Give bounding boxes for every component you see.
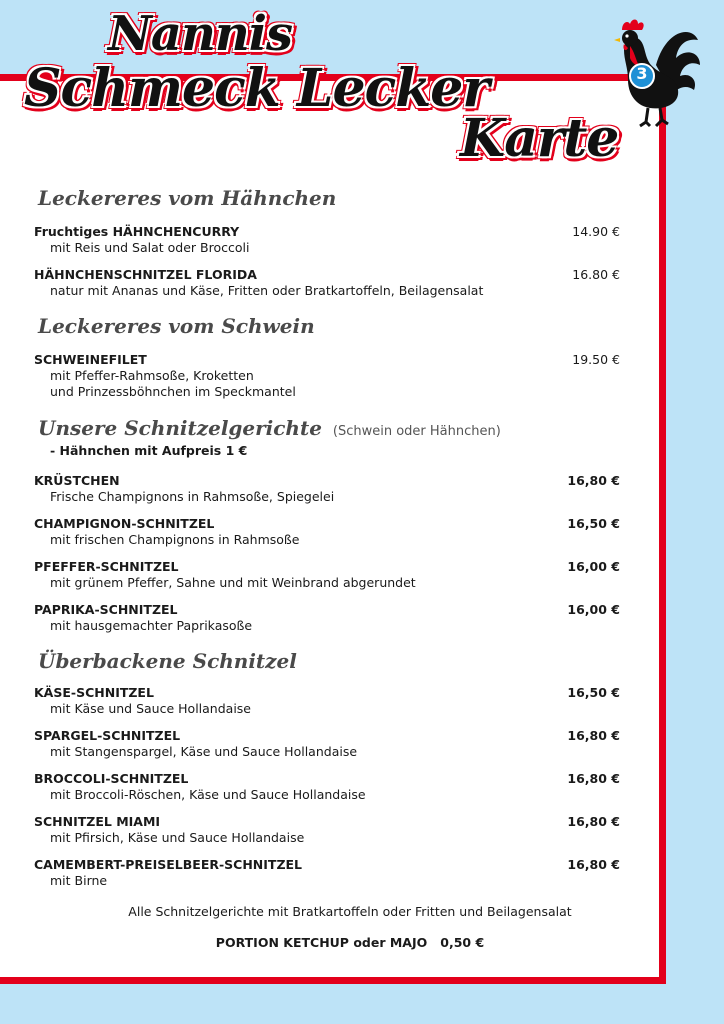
- item-name: SCHNITZEL MIAMI: [34, 814, 161, 829]
- item-name: PFEFFER-SCHNITZEL: [34, 559, 179, 574]
- item-name: CHAMPIGNON-SCHNITZEL: [34, 516, 215, 531]
- item-desc: mit hausgemachter Paprikasoße: [50, 618, 253, 633]
- section-note: (Schwein oder Hähnchen): [332, 424, 501, 439]
- item-name: KÄSE-SCHNITZEL: [34, 685, 154, 700]
- rooster-icon: [606, 10, 702, 130]
- menu-item: [34, 602, 624, 634]
- item-price: 16,80 €: [567, 814, 620, 829]
- section-title-haehnchen: Leckereres vom Hähnchen: [38, 186, 337, 210]
- item-desc: und Prinzessböhnchen im Speckmantel: [50, 384, 296, 399]
- item-price: 14.90 €: [572, 224, 620, 239]
- item-desc: mit Stangenspargel, Käse und Sauce Hollandaise: [50, 744, 358, 759]
- menu-item: [34, 728, 624, 760]
- item-name: Fruchtiges HÄHNCHENCURRY: [34, 224, 240, 239]
- item-desc: mit Reis und Salat oder Broccoli: [50, 240, 250, 255]
- item-price: 16,50 €: [567, 516, 620, 531]
- item-desc: Frische Champignons in Rahmsoße, Spiegelei: [50, 489, 335, 504]
- surcharge-note: - Hähnchen mit Aufpreis 1 €: [50, 443, 248, 458]
- item-name: SPARGEL-SCHNITZEL: [34, 728, 181, 743]
- item-name: PAPRIKA-SCHNITZEL: [34, 602, 178, 617]
- item-desc: mit Pfirsich, Käse und Sauce Hollandaise: [50, 830, 305, 845]
- section-title-ueberbacken: Überbackene Schnitzel: [38, 649, 297, 673]
- item-desc: mit Käse und Sauce Hollandaise: [50, 701, 251, 716]
- item-desc: mit Birne: [50, 873, 108, 888]
- section-title-schnitzel: [38, 416, 501, 440]
- menu-item: [34, 473, 624, 505]
- item-price: 16,50 €: [567, 685, 620, 700]
- item-price: 19.50 €: [572, 352, 620, 367]
- item-desc: natur mit Ananas und Käse, Fritten oder Bratkartoffeln, Beilagensalat: [50, 283, 484, 298]
- item-price: 16,80 €: [567, 771, 620, 786]
- menu-item: [34, 771, 624, 803]
- menu-item: [34, 685, 624, 717]
- menu-item: [34, 224, 624, 256]
- menu-item: [34, 857, 624, 889]
- item-name: KRÜSTCHEN: [34, 473, 120, 488]
- item-price: 16,80 €: [567, 728, 620, 743]
- item-name: CAMEMBERT-PREISELBEER-SCHNITZEL: [34, 857, 303, 872]
- item-price: 16.80 €: [572, 267, 620, 282]
- item-desc: mit Broccoli-Röschen, Käse und Sauce Hollandaise: [50, 787, 366, 802]
- menu-item: [34, 352, 624, 400]
- footer-extra: PORTION KETCHUP oder MAJO 0,50 €: [215, 935, 485, 950]
- section-title-schwein: Leckereres vom Schwein: [38, 314, 315, 338]
- title-line-3: Karte: [460, 108, 619, 169]
- menu-item: [34, 814, 624, 846]
- item-name: HÄHNCHENSCHNITZEL FLORIDA: [34, 267, 257, 282]
- item-desc: mit frischen Champignons in Rahmsoße: [50, 532, 300, 547]
- footer-note: Alle Schnitzelgerichte mit Bratkartoffeln oder Fritten und Beilagensalat: [128, 904, 572, 919]
- menu-item: [34, 267, 624, 299]
- item-price: 16,80 €: [567, 473, 620, 488]
- item-desc: mit grünem Pfeffer, Sahne und mit Weinbrand abgerundet: [50, 575, 416, 590]
- item-price: 16,80 €: [567, 857, 620, 872]
- page-badge: 3: [636, 64, 648, 83]
- menu-item: [34, 559, 624, 591]
- item-desc: mit Pfeffer-Rahmsoße, Kroketten: [50, 368, 254, 383]
- menu-item: [34, 516, 624, 548]
- item-price: 16,00 €: [567, 602, 620, 617]
- section-title-text: Unsere Schnitzelgerichte: [38, 416, 322, 440]
- item-name: SCHWEINEFILET: [34, 352, 147, 367]
- title-line-2: Schmeck Lecker: [24, 58, 489, 119]
- item-price: 16,00 €: [567, 559, 620, 574]
- title-line-1: Nannis: [108, 6, 293, 62]
- item-name: BROCCOLI-SCHNITZEL: [34, 771, 189, 786]
